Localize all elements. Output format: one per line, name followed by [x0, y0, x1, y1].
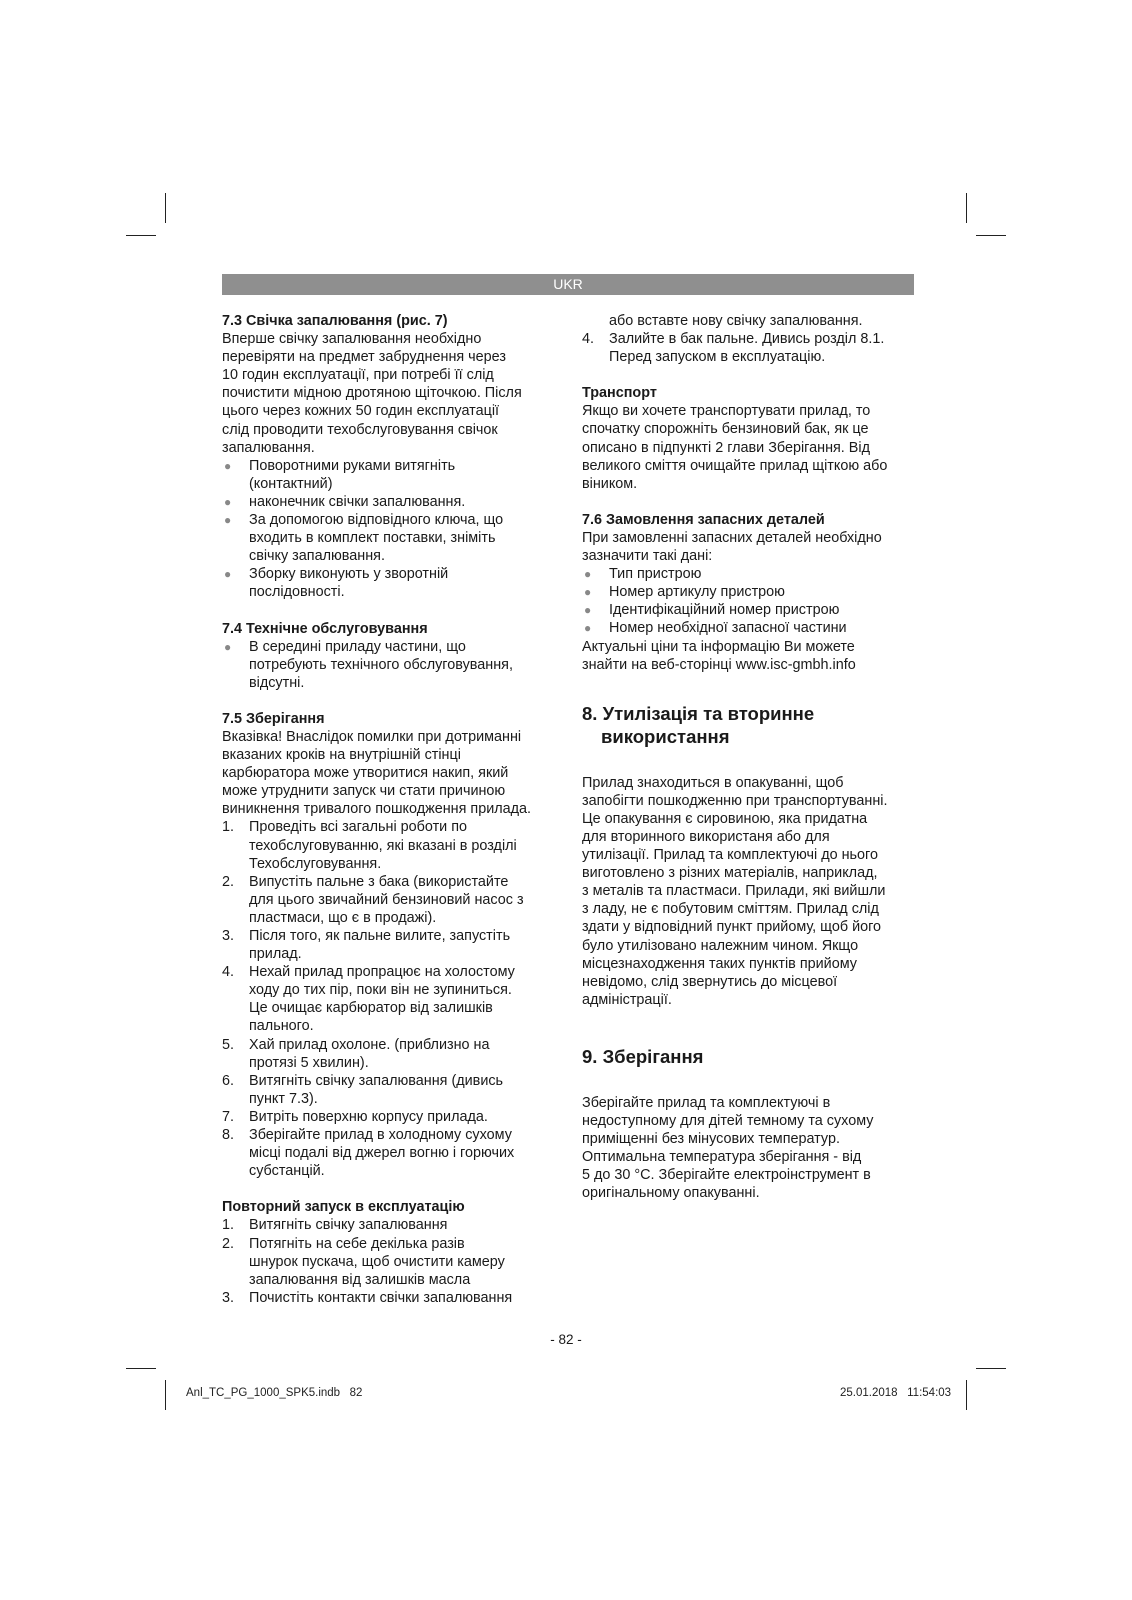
text-line: субстанцій.	[249, 1163, 325, 1180]
crop-mark	[165, 193, 166, 223]
text-line: Витягніть свічку запалювання	[249, 1217, 448, 1234]
text-line: В середині приладу частини, що	[249, 638, 466, 655]
bullet-icon: ●	[584, 567, 592, 582]
list-item	[582, 312, 912, 330]
text-line: техобслуговуванню, які вказані в розділі	[249, 837, 517, 854]
text-line: оригінальному опакуванні.	[582, 1185, 760, 1202]
list-item	[222, 1036, 552, 1072]
text-line: Почистіть контакти свічки запалювання	[249, 1289, 513, 1306]
text-line: місцезнаходження таких пунктів прийому	[582, 955, 857, 972]
text-line: виникнення тривалого пошкодження прилада.	[222, 801, 532, 818]
list-item	[222, 873, 552, 927]
section-8-heading-line2: використання	[601, 725, 730, 747]
text-line: Вказівка! Внаслідок помилки при дотриманні	[222, 728, 522, 745]
list-number: 2.	[222, 1235, 235, 1252]
text-line: (контактний)	[249, 475, 333, 492]
list-number: 2.	[222, 873, 235, 890]
language-label: UKR	[553, 276, 583, 292]
text-line: Тип пристрою	[609, 566, 702, 583]
language-header-bar	[222, 274, 914, 295]
text-line: Зберігайте прилад та комплектуючі в	[582, 1094, 831, 1111]
text-line: Зборку виконують у зворотній	[249, 566, 449, 583]
text-line: приміщенні без мінусових температур.	[582, 1131, 840, 1148]
text-line: перевіряти на предмет забруднення через	[222, 349, 506, 366]
text-line: шнурок пускача, щоб очистити камеру	[249, 1253, 505, 1270]
list-item	[222, 963, 552, 1035]
bullet-icon: ●	[584, 585, 592, 600]
crop-mark	[966, 193, 967, 223]
text-line: з металів та пластмаси. Прилади, які вийшли	[582, 883, 886, 900]
text-line: карбюратора може утворитися накип, який	[222, 765, 509, 782]
list-number: 3.	[222, 928, 235, 944]
text-line: Номер артикулу пристрою	[609, 584, 785, 601]
text-line: виготовлено з різних матеріалів, наприклад,	[582, 865, 878, 882]
bullet-icon: ●	[584, 603, 592, 618]
footer-datetime: 25.01.2018 11:54:03	[840, 1387, 952, 1399]
text-line: Зберігайте прилад в холодному сухому	[249, 1127, 512, 1144]
list-item	[582, 330, 912, 366]
text-line: Хай прилад охолоне. (приблизно на	[249, 1036, 490, 1053]
list-item	[222, 1235, 552, 1289]
section-7-3-body	[222, 330, 552, 457]
text-line: вказаних кроків на внутрішній стінці	[222, 747, 461, 764]
bullet-icon: ●	[224, 567, 232, 582]
list-number: 5.	[222, 1036, 235, 1053]
text-line: Якщо ви хочете транспортувати прилад, то	[582, 403, 871, 420]
list-item	[222, 1216, 552, 1234]
text-line: зазначити такі дані:	[582, 548, 713, 565]
text-line: здати у відповідний пункт прийому, щоб його	[582, 919, 882, 936]
text-line: Випустіть пальне з бака (використайте	[249, 873, 509, 890]
text-line: Це опакування є сировиною, яка придатна	[582, 810, 868, 827]
text-line: відсутні.	[249, 674, 305, 691]
text-line: свічку запалювання.	[249, 548, 385, 565]
transport-body	[582, 402, 912, 492]
text-line: входить в комплект поставки, зніміть	[249, 530, 496, 547]
list-item	[222, 493, 552, 511]
list-item	[582, 601, 912, 619]
text-line: Актуальні ціни та інформацію Ви можете	[582, 638, 855, 655]
list-item	[222, 638, 552, 692]
text-line: з ладу, не є побутовим сміттям. Прилад слід	[582, 901, 879, 918]
text-line: Після того, як пальне вилите, запустіть	[249, 928, 511, 944]
text-line: послідовності.	[249, 584, 345, 601]
text-line: Техобслуговування.	[249, 855, 382, 872]
text-line: запалювання від залишків масла	[249, 1271, 471, 1288]
text-line: почистити мідною дротяною щіточкою. Після	[222, 385, 522, 402]
text-line: недоступному для дітей темному та сухому	[582, 1113, 874, 1129]
list-item	[222, 1289, 552, 1307]
text-line: ходу до тих пір, поки він не зупиниться.	[249, 982, 512, 999]
list-item	[222, 457, 552, 493]
text-line: потребують технічного обслуговування,	[249, 656, 513, 673]
text-line: пластмаси, що є в продажі).	[249, 909, 437, 926]
text-line: Прилад знаходиться в опакуванні, щоб	[582, 774, 844, 791]
section-8-heading	[582, 702, 912, 748]
list-item	[222, 1108, 552, 1126]
text-line: Вперше свічку запалювання необхідно	[222, 331, 482, 348]
text-line: великого сміття очищайте прилад щіткою або	[582, 457, 888, 474]
bullet-icon: ●	[224, 513, 232, 528]
list-number: 1.	[222, 1217, 235, 1234]
list-number: 6.	[222, 1072, 235, 1089]
text-line: місці подалі від джерел вогню і горючих	[249, 1145, 515, 1162]
text-line: для цього звичайний бензиновий насос з	[249, 891, 524, 908]
list-item	[222, 1072, 552, 1108]
text-line: запобігти пошкодженню при транспортуванні.	[582, 792, 888, 809]
bullet-icon: ●	[224, 494, 232, 509]
crop-mark	[976, 235, 1006, 236]
page-number: - 82 -	[550, 1332, 582, 1347]
text-line: Нехай прилад пропрацює на холостому	[249, 964, 515, 981]
section-7-6-heading: 7.6 Замовлення запасних деталей	[582, 511, 825, 528]
section-8-heading-line1: 8. Утилізація та вторинне	[582, 702, 815, 724]
text-line: Потягніть на себе декілька разів	[249, 1235, 465, 1252]
text-line: Перед запуском в експлуатацію.	[609, 349, 826, 366]
crop-mark	[126, 1368, 156, 1369]
list-number: 8.	[222, 1127, 235, 1144]
text-line: утилізації. Прилад та комплектуючі до нього	[582, 847, 878, 864]
transport-heading: Транспорт	[582, 385, 657, 402]
list-number: 1.	[222, 819, 235, 836]
text-line: За допомогою відповідного ключа, що	[249, 512, 504, 529]
list-item	[222, 818, 552, 872]
text-line: При замовленні запасних деталей необхідно	[582, 529, 882, 546]
text-line: прилад.	[249, 946, 302, 963]
list-item	[582, 619, 912, 637]
text-line: Витріть поверхню корпусу прилада.	[249, 1108, 488, 1125]
bullet-icon: ●	[224, 639, 232, 654]
section-8-body	[582, 774, 912, 1009]
text-line: 10 годин експлуатації, при потребі її слід	[222, 367, 494, 384]
text-line: знайти на веб-сторінці www.isc-gmbh.info	[582, 656, 856, 673]
list-item	[222, 511, 552, 565]
footer-file-name: Anl_TC_PG_1000_SPK5.indb 82	[186, 1387, 363, 1399]
text-line: Проведіть всі загальні роботи по	[249, 819, 468, 836]
section-7-5-heading: 7.5 Зберігання	[222, 710, 325, 727]
text-line: Залийте в бак пальне. Дивись розділ 8.1.	[609, 331, 885, 348]
text-line: цього через кожних 50 годин експлуатації	[222, 403, 500, 420]
section-9-body	[582, 1094, 912, 1203]
text-line: пального.	[249, 1018, 314, 1035]
section-7-3-heading: 7.3 Свічка запалювання (рис. 7)	[222, 313, 448, 329]
text-line: Поворотними руками витягніть	[249, 457, 456, 474]
list-number: 4.	[222, 964, 235, 981]
list-number: 3.	[222, 1289, 235, 1306]
list-number: 4.	[582, 331, 595, 348]
right-column	[582, 312, 912, 1202]
text-line: Оптимальна температура зберігання - від	[582, 1149, 862, 1166]
bullet-icon: ●	[584, 621, 592, 636]
text-line: протязі 5 хвилин).	[249, 1054, 369, 1071]
text-line: віником.	[582, 475, 638, 492]
left-column	[222, 312, 552, 1307]
text-line: спочатку спорожніть бензиновий бак, як це	[582, 421, 869, 438]
crop-mark	[165, 1380, 166, 1410]
text-line: Це очищає карбюратор від залишків	[249, 1000, 493, 1017]
crop-mark	[966, 1380, 967, 1410]
text-line: описано в підпункті 2 глави Зберігання. Від	[582, 439, 870, 456]
list-item	[582, 565, 912, 583]
list-number: 7.	[222, 1108, 235, 1125]
restart-heading: Повторний запуск в експлуатацію	[222, 1199, 465, 1216]
text-line: слід проводити техобслуговування свічок	[222, 421, 498, 438]
text-line: адміністрації.	[582, 991, 672, 1008]
text-line: може утруднити запуск чи стати причиною	[222, 783, 506, 800]
section-9-heading: 9. Зберігання	[582, 1045, 704, 1067]
crop-mark	[976, 1368, 1006, 1369]
text-line: Номер необхідної запасної частини	[609, 620, 847, 637]
list-item	[582, 583, 912, 601]
text-line: Ідентифікаційний номер пристрою	[609, 602, 840, 619]
text-line: 5 до 30 °C. Зберігайте електроінструмент в	[582, 1167, 871, 1184]
list-item	[222, 927, 552, 963]
text-line: було утилізовано належним чином. Якщо	[582, 937, 859, 954]
list-item	[222, 565, 552, 601]
text-line: Витягніть свічку запалювання (дивись	[249, 1072, 504, 1089]
section-7-5-body	[222, 728, 552, 818]
list-item	[222, 1126, 552, 1180]
text-line: пункт 7.3).	[249, 1090, 318, 1107]
text-line: наконечник свічки запалювання.	[249, 493, 466, 510]
text-line: або вставте нову свічку запалювання.	[609, 313, 863, 329]
text-line: запалювання.	[222, 439, 315, 456]
crop-mark	[126, 235, 156, 236]
text-line: невідомо, слід звернутись до місцевої	[582, 973, 838, 990]
section-7-4-heading: 7.4 Технічне обслуговування	[222, 620, 428, 637]
text-line: для вторинного використаня або для	[582, 828, 830, 845]
bullet-icon: ●	[224, 458, 232, 473]
